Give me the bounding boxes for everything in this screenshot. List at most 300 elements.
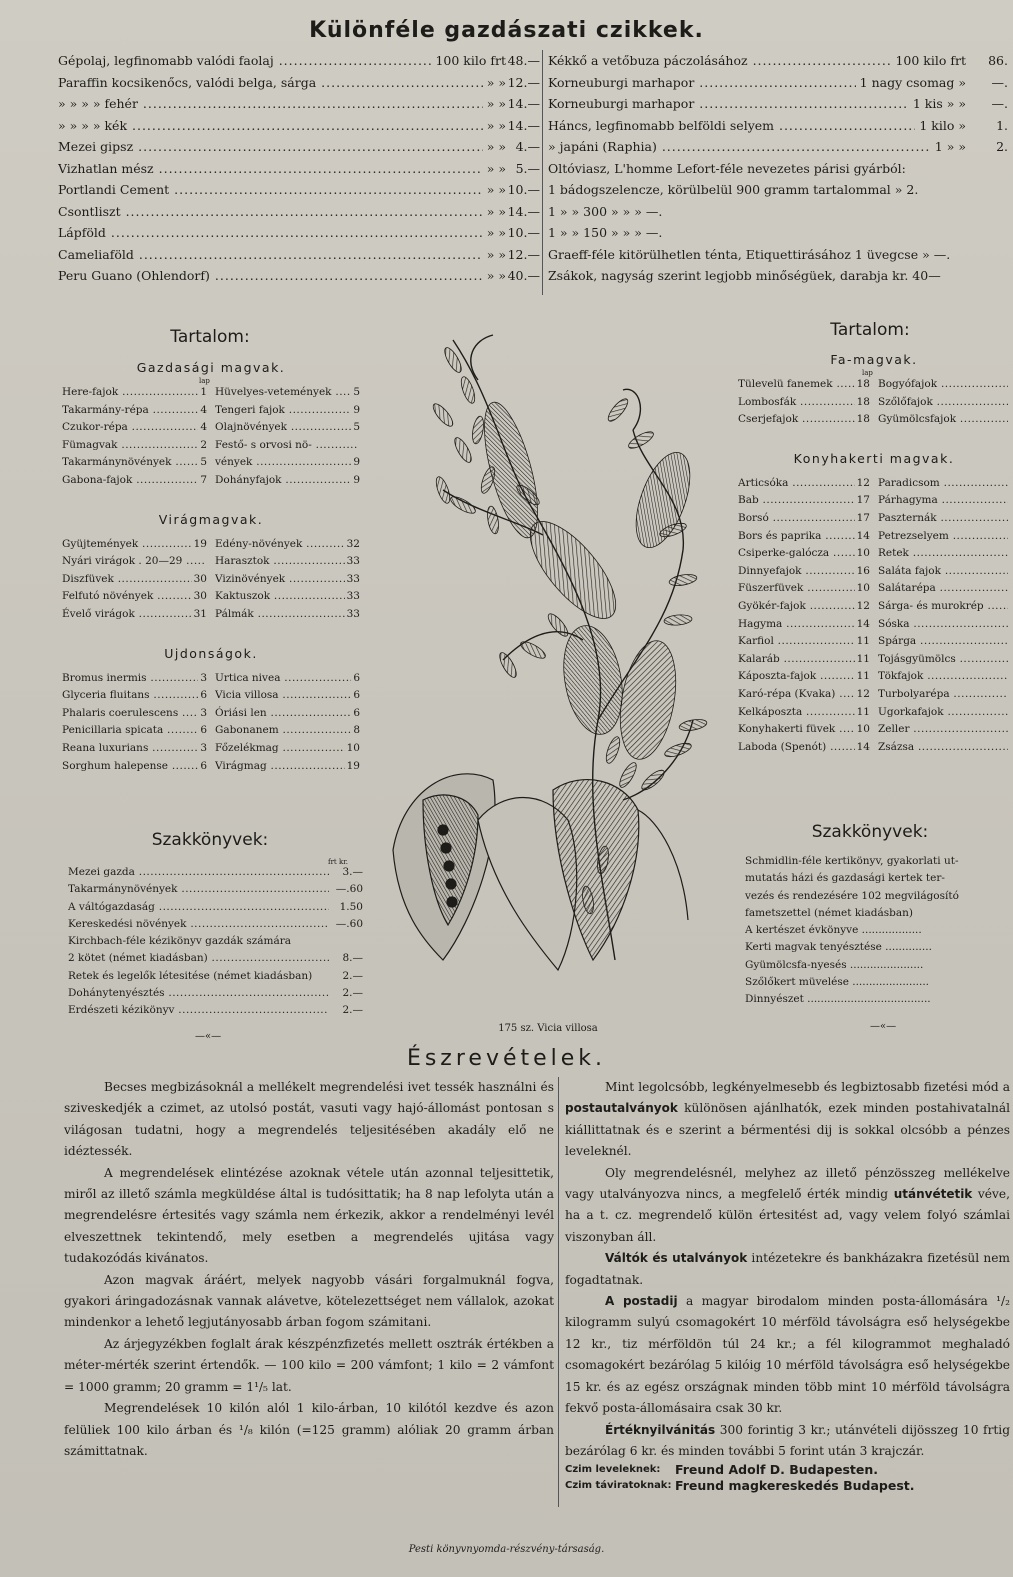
column-divider — [542, 50, 543, 295]
book-row — [68, 1002, 363, 1019]
toc-item-page: 19 — [346, 759, 360, 772]
toc-item-page — [358, 437, 360, 455]
book-price: —.60 — [335, 883, 363, 896]
price-item-price: 48.— — [507, 53, 540, 68]
toc-item — [878, 686, 1010, 704]
book-row — [68, 933, 363, 950]
toc-item — [878, 411, 1010, 429]
toc-item — [62, 437, 207, 455]
right-toc-heading: Tartalom: — [830, 320, 910, 340]
price-row — [58, 222, 540, 244]
toc-item — [878, 510, 1010, 528]
toc-item — [215, 705, 360, 723]
book-line: Kerti magvak tenyésztése .............. — [745, 941, 932, 954]
toc-item-page — [1008, 475, 1010, 493]
toc-item — [215, 740, 360, 758]
leaflet-shape — [664, 614, 693, 626]
toc-item — [62, 472, 207, 490]
price-text-line: 1 » » 150 » » » —. — [548, 225, 663, 240]
book-row — [68, 950, 363, 967]
book-row — [68, 968, 363, 985]
book-title: Mezei gazda ..... — [68, 864, 329, 881]
price-row — [58, 201, 540, 223]
price-item-name: » » » » kék ..... — [58, 115, 483, 137]
note-ertek-bold: Értéknyilvánitás — [605, 1422, 716, 1437]
note-paragraph: Azon magvak áráért, melyek nagyobb vásári forgalmuknál fogva, gyakori áringadozásnak vannak alávetve, kötelezettséget nem vállalok, azokat mindenkor a lehető legjutányosabb árban fogom számitani. — [64, 1272, 554, 1330]
toc-item — [215, 536, 360, 554]
book-line: mutatás házi és gazdasági kertek ter- — [745, 872, 945, 885]
book-price: 3.— — [342, 866, 363, 878]
toc-item-page: 11 — [856, 705, 870, 718]
price-item-unit: 1 kilo » — [919, 117, 966, 133]
toc-item — [738, 545, 870, 563]
contact-letters — [565, 1462, 1010, 1478]
toc-item — [215, 758, 360, 776]
toc-item-page: 4 — [200, 421, 207, 434]
notes-column-divider — [558, 1077, 559, 1507]
price-table-left — [58, 50, 540, 287]
toc-item-name: Salátarépa ..... — [878, 580, 1008, 598]
price-row — [58, 115, 540, 137]
price-row — [58, 179, 540, 201]
toc-item-name: Csiperke-galócza ..... — [738, 545, 855, 563]
price-item-price: 40.— — [507, 268, 540, 283]
left-books-heading: Szakkönyvek: — [151, 830, 269, 850]
leaflet-shape — [545, 611, 571, 639]
price-row — [58, 265, 540, 287]
toc-item-page: 2 — [200, 438, 207, 451]
price-item-name: Korneuburgi marhapor ..... — [548, 93, 909, 115]
toc-section-title: Ujdonságok. — [164, 645, 258, 661]
toc-item-page: 12 — [856, 476, 870, 489]
toc-item-name: Festő- s orvosi nö- ..... — [215, 437, 358, 455]
note-postadij-bold: A postadij — [605, 1294, 678, 1309]
contact-telegram-value: Freund magkereskedés Budapest. — [675, 1478, 915, 1494]
toc-item-page: 18 — [856, 378, 870, 390]
leaflet-shape — [639, 767, 667, 793]
toc-item — [62, 758, 207, 776]
leaflet-shape — [442, 345, 465, 374]
price-row — [548, 115, 1008, 137]
price-item-price: 2. — [996, 139, 1008, 154]
toc-item-page — [1008, 598, 1010, 616]
toc-item-page: 14 — [856, 740, 870, 753]
price-item-price: 12.— — [507, 74, 540, 90]
toc-item — [738, 616, 870, 634]
toc-item — [62, 687, 207, 705]
toc-item-name: Articsóka ..... — [738, 475, 855, 493]
price-item-name: Lápföld ..... — [58, 222, 483, 244]
book-line: vezés és rendezésére 102 megvilágosító — [745, 889, 959, 902]
toc-item — [878, 633, 1010, 651]
price-item-price: —. — [991, 96, 1008, 111]
book-line: Szőlőkert müvelése ....................... — [745, 976, 930, 989]
toc-item-page — [1008, 563, 1010, 581]
price-text-line: Oltóviasz, L'homme Lefort-féle nevezetes párisi gyárból: — [548, 160, 906, 176]
toc-item-name: Gyüjtemények ..... — [62, 536, 192, 554]
notes-title: Észrevételek. — [406, 1046, 607, 1071]
toc-item-name: Kalaráb ..... — [738, 651, 855, 669]
price-row — [548, 136, 1008, 158]
toc-item-name: Petrezselyem ..... — [878, 528, 1008, 546]
price-item-unit: » » — [486, 203, 506, 219]
book-price: 2.— — [342, 1004, 363, 1017]
note-paragraph: A megrendelések elintézése azoknak vétele után azonnal teljesittetik, miről az illető számla megküldése által is tudósittatik; ha 8 nap lefolyta után a megrendelésre értesités vagy számla nem érkezik, akkor a rendelményi levél elveszettnek tekintendő, mely esetben a megrendelés ujitása vagy tudakozódás kivánatos. — [64, 1165, 554, 1266]
book-line: Gyümölcsfa-nyesés ...................... — [745, 958, 924, 971]
book-price: —.60 — [335, 917, 363, 930]
toc-item-page: 19 — [193, 537, 207, 550]
price-item-name: » japáni (Raphia) ..... — [548, 136, 931, 158]
toc-item-page: 11 — [856, 670, 870, 683]
toc-item-name: Bors és paprika ..... — [738, 528, 855, 546]
price-text-line: Zsákok, nagyság szerint legjobb minőségüek, darabja kr. 40— — [548, 268, 941, 283]
leaflet-shape — [626, 429, 655, 452]
toc-item-page — [1008, 633, 1010, 651]
toc-item — [62, 588, 207, 606]
price-row — [548, 93, 1008, 115]
toc-grid — [62, 670, 360, 776]
toc-item-page — [1008, 739, 1010, 757]
toc-item-page: 33 — [346, 555, 360, 568]
toc-item-page — [1008, 376, 1010, 394]
toc-item-name: Káposzta-fajok ..... — [738, 668, 855, 686]
toc-item-name: Vicia villosa ..... — [215, 687, 351, 705]
toc-item-page: 10 — [346, 741, 360, 754]
toc-item-name: Gyökér-fajok ..... — [738, 598, 855, 616]
price-item-price: 10.— — [507, 225, 540, 240]
book-price — [329, 933, 363, 950]
note-valtok-text: intézetekre és bankházakra fizetésül nem fogadtatnak. — [565, 1251, 1010, 1287]
toc-item — [738, 394, 870, 412]
toc-item — [215, 419, 360, 437]
left-divider: —«— — [195, 1031, 222, 1042]
price-item-unit: 1 » » — [934, 139, 966, 154]
toc-item-name: vények ..... — [215, 454, 351, 472]
price-item-price: 86. — [988, 53, 1008, 68]
toc-item-name: Dohányfajok ..... — [215, 472, 351, 490]
toc-item — [62, 536, 207, 554]
toc-item-page: 6 — [353, 706, 360, 719]
toc-item-page: 10 — [856, 547, 870, 560]
toc-item — [215, 571, 360, 589]
toc-item-name: Szőlőfajok ..... — [878, 394, 1008, 412]
toc-item-name: Paradicsom ..... — [878, 475, 1008, 493]
toc-item — [878, 616, 1010, 634]
toc-item-name: Karó-répa (Kvaka) ..... — [738, 686, 855, 704]
vicia-villosa-illustration — [383, 320, 713, 1020]
toc-item-name: Gyümölcsfajok ..... — [878, 411, 1008, 429]
price-item-name: Háncs, legfinomabb belföldi selyem ..... — [548, 115, 915, 137]
note-paragraph: Megrendelések 10 kilón alól 1 kilo-árban, 10 kilótól kezdve és azon felüliek 100 kilo árban és ¹/₈ kilón (=125 gramm) alóliak 20 gramm árban számittatnak. — [64, 1401, 554, 1458]
toc-item — [878, 704, 1010, 722]
toc-section-title: Konyhakerti magvak. — [793, 450, 955, 466]
book-title: A váltógazdaság ..... — [68, 899, 329, 916]
toc-item-name: Évelő virágok ..... — [62, 606, 192, 624]
toc-item-name: Turbolyarépa ..... — [878, 686, 1008, 704]
price-item-price: 14.— — [507, 203, 540, 219]
price-item-price: 12.— — [507, 246, 540, 262]
page-title: Különféle gazdászati czikkek. — [309, 18, 704, 43]
leaflet-shape — [448, 494, 477, 517]
toc-item — [62, 419, 207, 437]
book-row — [68, 881, 363, 898]
toc-grid — [62, 536, 360, 624]
toc-item-name: Kelkáposzta ..... — [738, 704, 855, 722]
toc-item-name: Phalaris coerulescens ..... — [62, 705, 198, 723]
toc-item-page: 6 — [200, 759, 207, 772]
toc-item — [62, 402, 207, 420]
price-item-price: 10.— — [507, 182, 540, 197]
toc-item-name: Hüvelyes-vetemények ..... — [215, 384, 351, 402]
toc-item — [738, 528, 870, 546]
toc-item — [878, 651, 1010, 669]
leaflet-shape — [605, 396, 631, 424]
toc-item — [878, 721, 1010, 739]
price-item-price: 14.— — [507, 96, 540, 111]
note-ertek-text: 300 forintig 3 kr.; utánvételi dijösszeg 10 frtig bezárólag 6 kr. és minden további 5 forint után 3 krajczár. — [565, 1422, 1010, 1458]
leaflet-shape — [430, 401, 456, 429]
price-row — [548, 72, 1008, 94]
toc-item — [215, 722, 360, 740]
leaflet-shape — [518, 639, 547, 662]
toc-item — [62, 553, 207, 571]
toc-item — [738, 704, 870, 722]
toc-item-page — [205, 553, 207, 571]
books-unit: frt kr. — [328, 858, 349, 866]
book-row — [68, 864, 363, 881]
price-item-price: 5.— — [515, 160, 540, 176]
toc-item-name: Bogyófajok ..... — [878, 376, 1008, 394]
toc-item-page: 6 — [353, 671, 360, 684]
price-item-unit: » » — [486, 139, 506, 154]
price-item-name: Mezei gipsz ..... — [58, 136, 483, 158]
toc-item-page: 6 — [200, 724, 207, 737]
toc-item — [738, 580, 870, 598]
toc-grid — [62, 384, 360, 490]
notes-left-column — [64, 1077, 554, 1462]
toc-item-name: Czukor-répa ..... — [62, 419, 198, 437]
toc-item-name: Tökfajok ..... — [878, 668, 1008, 686]
toc-item-page: 3 — [200, 706, 207, 719]
toc-item-name: Zeller ..... — [878, 721, 1008, 739]
right-books-list — [745, 853, 1010, 1009]
toc-item-page: 33 — [346, 590, 360, 603]
book-line: Schmidlin-féle kertikönyv, gyakorlati ut- — [745, 855, 959, 867]
book-title: Erdészeti kézikönyv ..... — [68, 1002, 329, 1019]
note-utanvet-bold: utánvétetik — [893, 1187, 973, 1202]
toc-section-title: Gazdasági magvak. — [136, 360, 286, 375]
toc-item — [215, 670, 360, 688]
price-item-name: Gépolaj, legfinomabb valódi faolaj ..... — [58, 50, 431, 72]
toc-item-page — [1008, 704, 1010, 722]
toc-item-page: 12 — [856, 599, 870, 612]
toc-item-name: Virágmag ..... — [215, 758, 345, 776]
toc-item-page: 17 — [856, 511, 870, 524]
toc-item-page: 18 — [856, 413, 870, 426]
toc-item-name: Gabonanem ..... — [215, 722, 351, 740]
toc-item — [878, 580, 1010, 598]
toc-item-page: 11 — [856, 635, 870, 648]
toc-item-name: Reana luxurians ..... — [62, 740, 198, 758]
toc-item-page — [1008, 510, 1010, 528]
toc-item-page: 14 — [856, 529, 870, 542]
book-row — [68, 985, 363, 1002]
price-item-unit: 100 kilo frt — [895, 53, 966, 68]
toc-section-title: Virágmagvak. — [158, 511, 264, 527]
contact-telegram — [565, 1478, 1010, 1494]
toc-item — [215, 402, 360, 420]
price-item-unit: » » — [486, 268, 506, 283]
leaflet-shape — [434, 475, 453, 505]
toc-item — [215, 454, 360, 472]
right-divider: —«— — [870, 1021, 897, 1032]
toc-item-name: Cserjefajok ..... — [738, 411, 855, 429]
toc-item-name: Vizinövények ..... — [215, 571, 345, 589]
book-price: 2.— — [342, 987, 363, 1000]
toc-item-name: Glyceria fluitans ..... — [62, 687, 198, 705]
book-title: Dohánytenyésztés ..... — [68, 985, 329, 1002]
toc-item — [215, 472, 360, 490]
price-item-name: Vizhatlan mész ..... — [58, 158, 483, 180]
toc-item-name: Olajnövények ..... — [215, 419, 351, 437]
toc-item — [62, 571, 207, 589]
toc-item — [62, 606, 207, 624]
toc-item-name: Tojásgyümölcs ..... — [878, 651, 1008, 669]
toc-item — [62, 670, 207, 688]
toc-item-name: Sárga- és murokrép ..... — [878, 598, 1008, 616]
book-title: Takarmánynövények ..... — [68, 881, 329, 898]
toc-item-name: Paszternák ..... — [878, 510, 1008, 528]
left-books-list — [68, 864, 363, 1020]
leaflet-shape — [452, 435, 475, 464]
toc-item-name: Nyári virágok . 20—29 ..... — [62, 553, 205, 571]
toc-item-page: 30 — [193, 590, 207, 603]
toc-item-page: 30 — [193, 572, 207, 585]
toc-item-page: 9 — [353, 403, 360, 416]
toc-item-page — [1008, 616, 1010, 634]
note-payment-text: Mint legolcsóbb, legkényelmesebb és legbiztosabb fizetési mód a — [605, 1080, 1010, 1094]
toc-item-name: Pálmák ..... — [215, 606, 345, 624]
book-title: Kereskedési növények ..... — [68, 916, 329, 933]
leaflet-shape — [678, 718, 707, 733]
toc-grid — [738, 475, 1010, 757]
toc-item-page: 5 — [353, 421, 360, 434]
note-order-text-2: véve, ha a t. cz. megrendelő külön értesitést ad, vagy velem folyó számlai viszonyban áll. — [565, 1187, 1010, 1244]
price-item-price: —. — [991, 74, 1008, 90]
book-line: fametszettel (német kiadásban) — [745, 906, 914, 919]
contact-letters-value: Freund Adolf D. Budapesten. — [675, 1462, 879, 1478]
note-postautalvany-bold: postautalványok — [565, 1101, 678, 1116]
book-line: A kertészet évkönyve .................. — [745, 924, 922, 937]
toc-item — [738, 721, 870, 739]
book-title: Kirchbach-féle kézikönyv gazdák számára — [68, 935, 292, 948]
printer-footer: Pesti könyvnyomda-részvény-társaság. — [408, 1544, 605, 1555]
book-price: 1.50 — [339, 900, 363, 913]
book-line: Dinnyészet ..................................... — [745, 993, 931, 1006]
price-item-name: Portlandi Cement ..... — [58, 179, 483, 201]
toc-item-name: Zsázsa ..... — [878, 739, 1008, 757]
toc-item — [878, 739, 1010, 757]
toc-item — [215, 437, 360, 455]
toc-item — [215, 553, 360, 571]
note-order-text: Oly megrendelésnél, melyhez az illető pénzösszeg mellékelve vagy utalványozva nincs, a megfelelő érték mindig — [565, 1165, 1010, 1202]
toc-item-name: Sóska ..... — [878, 616, 1008, 634]
toc-item-page: 10 — [856, 582, 870, 595]
toc-item-page: 3 — [200, 671, 207, 684]
toc-item-name: Retek ..... — [878, 545, 1008, 563]
price-row — [58, 72, 540, 94]
book-title: 2 kötet (német kiadásban) ..... — [68, 950, 329, 967]
toc-item-name: Sorghum halepense ..... — [62, 758, 198, 776]
toc-item-name: Tülevelü fanemek ..... — [738, 376, 855, 394]
toc-item-page: 32 — [346, 537, 360, 550]
price-item-name: » » » » fehér ..... — [58, 93, 483, 115]
price-item-unit: » » — [486, 117, 506, 133]
price-item-name: Korneuburgi marhapor ..... — [548, 72, 856, 94]
toc-item-page — [1008, 492, 1010, 510]
toc-item-page: 5 — [200, 456, 207, 469]
price-row — [548, 50, 1008, 72]
price-item-name: Cameliaföld ..... — [58, 244, 483, 266]
toc-item-name: Felfutó növények ..... — [62, 588, 192, 606]
illustration-caption: 175 sz. Vicia villosa — [498, 1023, 598, 1034]
price-row — [58, 50, 540, 72]
contact-telegram-label: Czim táviratoknak: — [565, 1480, 672, 1492]
toc-item-page: 6 — [353, 689, 360, 702]
toc-item-page — [1008, 721, 1010, 739]
right-books-heading: Szakkönyvek: — [811, 822, 929, 842]
toc-item-page: 9 — [353, 456, 360, 469]
price-text-line: Graeff-féle kitörülhetlen ténta, Etiquettirásához 1 üvegcse » —. — [548, 246, 951, 262]
toc-item — [738, 492, 870, 510]
toc-item — [738, 510, 870, 528]
toc-item-name: Lombosfák ..... — [738, 394, 855, 412]
toc-item-name: Dinnyefajok ..... — [738, 563, 855, 581]
price-item-price: 4.— — [515, 139, 540, 154]
toc-item — [738, 598, 870, 616]
toc-item-name: Borsó ..... — [738, 510, 855, 528]
toc-item — [738, 411, 870, 429]
toc-item — [878, 492, 1010, 510]
toc-item — [62, 722, 207, 740]
toc-item-page — [1008, 686, 1010, 704]
toc-lap-label: lap — [199, 377, 210, 385]
leaflet-shape — [663, 741, 693, 760]
notes-right-column — [565, 1077, 1010, 1494]
toc-item-page: 18 — [856, 395, 870, 408]
toc-item-page: 8 — [353, 724, 360, 737]
price-item-unit: 1 nagy csomag » — [859, 74, 966, 90]
toc-item-name: Gabona-fajok ..... — [62, 472, 198, 490]
leaflet-shape — [459, 375, 478, 405]
toc-item-name: Bromus inermis ..... — [62, 670, 198, 688]
toc-item-name: Fümagvak ..... — [62, 437, 198, 455]
toc-item — [738, 668, 870, 686]
price-item-name: Paraffin kocsikenőcs, valódi belga, sárga ..... — [58, 72, 483, 94]
toc-item-page: 11 — [856, 652, 870, 665]
toc-item-page: 5 — [353, 386, 360, 398]
toc-item-name: Diszfüvek ..... — [62, 571, 192, 589]
price-item-unit: 1 kis » » — [912, 96, 966, 111]
toc-item-name: Bab ..... — [738, 492, 855, 510]
leaflet-shape — [471, 415, 486, 444]
toc-item — [738, 651, 870, 669]
book-price: 2.— — [342, 969, 363, 982]
toc-item-name: Főzelékmag ..... — [215, 740, 345, 758]
price-row — [58, 244, 540, 266]
toc-item-name: Óriási len ..... — [215, 705, 351, 723]
toc-item-name: Konyhakerti füvek ..... — [738, 721, 855, 739]
